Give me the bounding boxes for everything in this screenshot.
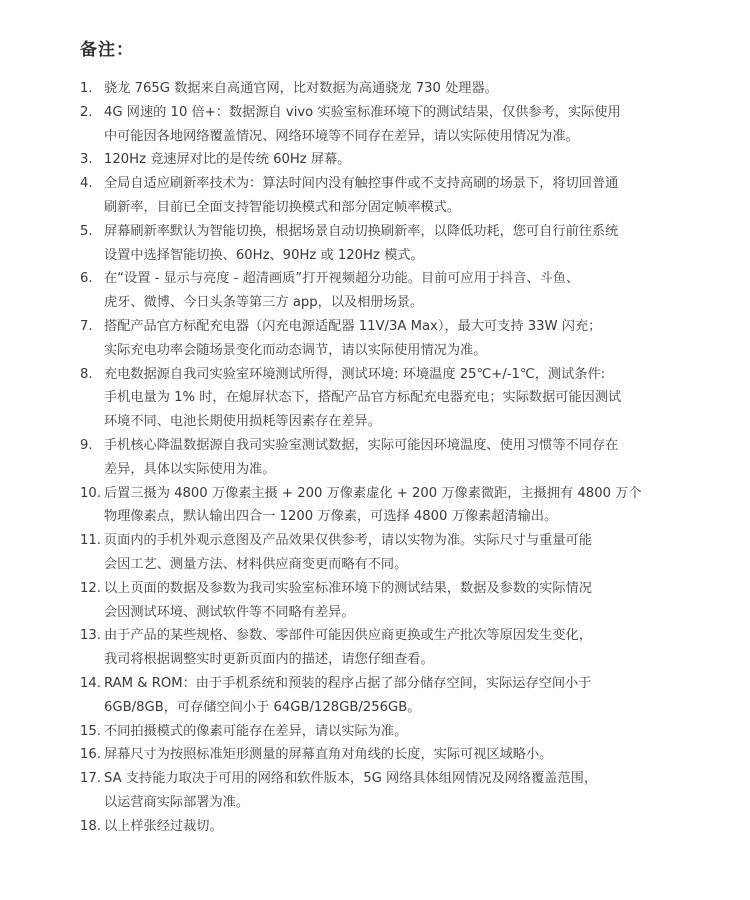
notes-title: 备注： [80, 40, 134, 60]
note-text-line: 以上页面的数据及参数为我司实验室标准环境下的测试结果，数据及参数的实际情况 [104, 580, 592, 596]
note-item [80, 815, 710, 839]
note-text-line: 屏幕刷新率默认为智能切换，根据场景自动切换刷新率，以降低功耗，您可自行前往系统 [104, 223, 619, 239]
note-item [80, 720, 710, 744]
note-text-line: 充电数据源自我司实验室环境测试所得，测试环境: 环境温度 25℃+/-1℃，测试条件: [104, 366, 606, 382]
note-item [80, 267, 710, 315]
note-item [80, 672, 710, 720]
note-text-line: 我司将根据调整实时更新页面内的描述，请您仔细查看。 [104, 652, 434, 668]
note-text-line: 以运营商实际部署为准。 [104, 794, 250, 810]
note-number: 8. [80, 366, 93, 382]
note-text-line: 实际充电功率会随场景变化而动态调节，请以实际使用情况为准。 [104, 342, 487, 358]
note-text-line: 手机电量为 1% 时，在熄屏状态下，搭配产品官方标配充电器充电；实际数据可能因测试 [104, 390, 622, 406]
note-item [80, 101, 710, 149]
note-item [80, 363, 710, 434]
note-number: 16. [80, 747, 101, 763]
note-item [80, 529, 710, 577]
note-item [80, 624, 710, 672]
note-text-line: 在“设置 - 显示与亮度 - 超清画质”打开视频超分功能。目前可应用于抖音、斗鱼、 [104, 271, 580, 287]
note-number: 17. [80, 771, 101, 787]
note-text-line: 会因测试环境、测试软件等不同略有差异。 [104, 604, 355, 620]
note-item [80, 482, 710, 530]
note-text-line: 4G 网速的 10 倍+：数据源自 vivo 实验室标准环境下的测试结果，仅供参考，实际使用 [104, 104, 621, 120]
note-number: 9. [80, 437, 93, 453]
note-item [80, 577, 710, 625]
note-text-line: 屏幕尺寸为按照标准矩形测量的屏幕直角对角线的长度，实际可视区域略小。 [104, 747, 553, 763]
note-item [80, 315, 710, 363]
notes-list [80, 77, 710, 839]
note-item [80, 767, 710, 815]
note-text-line: 中可能因各地网络覆盖情况、网络环境等不同存在差异，请以实际使用情况为准。 [104, 128, 579, 144]
note-text-line: 虎牙、微博、今日头条等第三方 app，以及相册场景。 [104, 295, 424, 311]
note-text-line: 物理像素点，默认输出四合一 1200 万像素，可选择 4800 万像素超清输出。 [104, 509, 558, 525]
note-number: 2. [80, 104, 93, 120]
note-text-line: SA 支持能力取决于可用的网络和软件版本，5G 网络具体组网情况及网络覆盖范围， [104, 771, 598, 787]
note-text-line: RAM & ROM：由于手机系统和预装的程序占据了部分储存空间，实际运存空间小于 [104, 675, 592, 691]
note-number: 13. [80, 628, 101, 644]
note-number: 7. [80, 318, 93, 334]
note-number: 6. [80, 271, 93, 287]
note-text-line: 骁龙 765G 数据来自高通官网，比对数据为高通骁龙 730 处理器。 [104, 81, 498, 96]
note-text-line: 差异，具体以实际使用为准。 [104, 461, 276, 477]
note-item [80, 220, 710, 268]
note-number: 3. [80, 152, 93, 168]
note-text-line: 由于产品的某些规格、参数、零部件可能因供应商更换或生产批次等原因发生变化， [104, 628, 592, 644]
note-number: 1. [80, 81, 93, 96]
note-text-line: 搭配产品官方标配充电器（闪充电源适配器 11V/3A Max），最大可支持 33W 闪充； [104, 318, 602, 334]
note-item [80, 172, 710, 220]
note-number: 4. [80, 176, 93, 192]
note-text-line: 不同拍摄模式的像素可能存在差异，请以实际为准。 [104, 723, 408, 739]
note-text-line: 手机核心降温数据源自我司实验室测试数据，实际可能因环境温度、使用习惯等不同存在 [104, 437, 619, 453]
note-text-line: 120Hz 竞速屏对比的是传统 60Hz 屏幕。 [104, 152, 351, 168]
note-item [80, 148, 710, 172]
note-number: 11. [80, 533, 101, 549]
note-item [80, 434, 710, 482]
note-number: 12. [80, 580, 101, 596]
note-text-line: 刷新率，目前已全面支持智能切换模式和部分固定帧率模式。 [104, 199, 461, 215]
note-item [80, 77, 710, 101]
note-number: 5. [80, 223, 93, 239]
note-text-line: 会因工艺、测量方法、材料供应商变更而略有不同。 [104, 556, 408, 572]
note-text-line: 6GB/8GB，可存储空间小于 64GB/128GB/256GB。 [104, 699, 421, 715]
note-item [80, 743, 710, 767]
note-number: 18. [80, 818, 101, 834]
note-number: 15. [80, 723, 101, 739]
note-text-line: 页面内的手机外观示意图及产品效果仅供参考，请以实物为准。实际尺寸与重量可能 [104, 533, 592, 549]
note-text-line: 以上样张经过裁切。 [104, 818, 223, 834]
note-number: 10. [80, 485, 101, 501]
note-text-line: 环境不同、电池长期使用损耗等因素存在差异。 [104, 414, 381, 430]
note-text-line: 设置中选择智能切换、60Hz、90Hz 或 120Hz 模式。 [104, 247, 424, 263]
note-text-line: 后置三摄为 4800 万像素主摄 + 200 万像素虚化 + 200 万像素微距，主摄拥有 4800 万个 [104, 485, 642, 501]
note-text-line: 全局自适应刷新率技术为：算法时间内没有触控事件或不支持高刷的场景下，将切回普通 [104, 176, 619, 192]
note-number: 14. [80, 675, 101, 691]
